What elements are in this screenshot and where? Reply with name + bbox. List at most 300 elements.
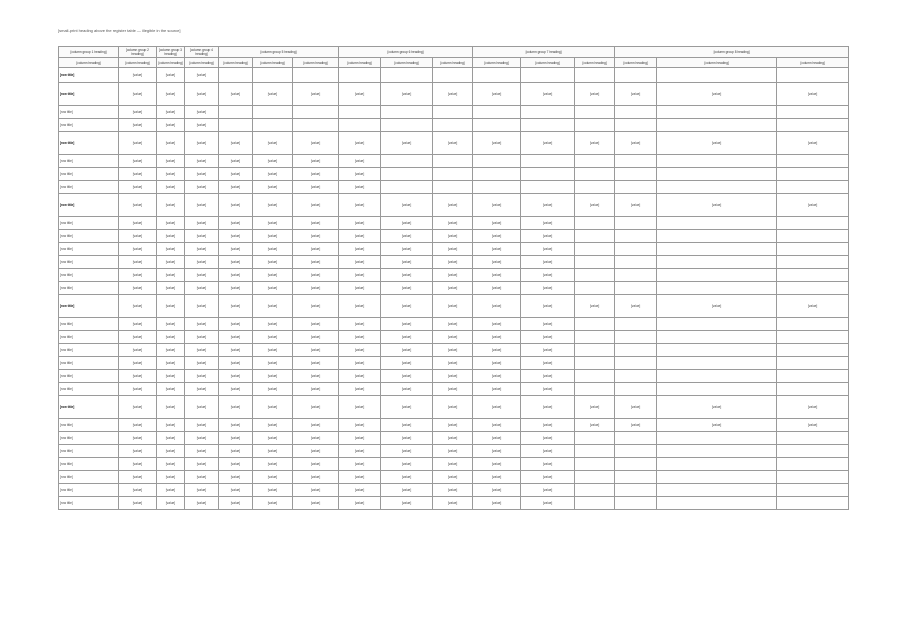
- table-cell: [value]: [339, 168, 381, 181]
- table-cell: [value]: [185, 331, 219, 344]
- table-row: [59, 230, 849, 243]
- table-cell: [value]: [615, 83, 657, 106]
- table-cell: [value]: [253, 83, 293, 106]
- table-cell: [value]: [339, 181, 381, 194]
- table-cell: [value]: [219, 168, 253, 181]
- table-cell: [value]: [339, 471, 381, 484]
- empty-cell: [615, 168, 657, 181]
- empty-cell: [575, 269, 615, 282]
- empty-cell: [777, 106, 849, 119]
- empty-cell: [339, 68, 381, 83]
- empty-cell: [381, 181, 433, 194]
- table-cell: [value]: [157, 269, 185, 282]
- table-cell: [value]: [339, 458, 381, 471]
- empty-cell: [657, 68, 777, 83]
- table-cell: [value]: [339, 497, 381, 510]
- table-cell: [value]: [433, 471, 473, 484]
- table-cell: [value]: [119, 445, 157, 458]
- row-title-cell: [row title]: [59, 471, 119, 484]
- column-heading: [column heading]: [473, 58, 521, 68]
- table-cell: [value]: [521, 370, 575, 383]
- table-cell: [value]: [473, 295, 521, 318]
- table-cell: [value]: [293, 282, 339, 295]
- empty-cell: [575, 168, 615, 181]
- empty-cell: [615, 269, 657, 282]
- empty-cell: [381, 155, 433, 168]
- empty-cell: [615, 357, 657, 370]
- table-cell: [value]: [339, 318, 381, 331]
- empty-cell: [777, 458, 849, 471]
- table-cell: [value]: [381, 484, 433, 497]
- table-cell: [value]: [119, 331, 157, 344]
- table-row: [59, 370, 849, 383]
- column-heading: [column heading]: [293, 58, 339, 68]
- column-heading: [column heading]: [157, 58, 185, 68]
- table-cell: [value]: [339, 132, 381, 155]
- table-row: [59, 269, 849, 282]
- table-cell: [value]: [473, 269, 521, 282]
- empty-cell: [777, 243, 849, 256]
- table-cell: [value]: [777, 132, 849, 155]
- row-title-cell: [row title]: [59, 497, 119, 510]
- table-cell: [value]: [657, 194, 777, 217]
- table-cell: [value]: [381, 230, 433, 243]
- table-cell: [value]: [521, 471, 575, 484]
- table-cell: [value]: [433, 432, 473, 445]
- empty-cell: [381, 119, 433, 132]
- table-cell: [value]: [219, 484, 253, 497]
- row-title-cell: [row title]: [59, 155, 119, 168]
- empty-cell: [433, 168, 473, 181]
- table-cell: [value]: [219, 370, 253, 383]
- table-cell: [value]: [521, 83, 575, 106]
- table-cell: [value]: [119, 432, 157, 445]
- row-title-cell: [row title]: [59, 269, 119, 282]
- table-cell: [value]: [615, 132, 657, 155]
- table-cell: [value]: [253, 243, 293, 256]
- table-cell: [value]: [253, 471, 293, 484]
- table-cell: [value]: [157, 83, 185, 106]
- table-cell: [value]: [293, 269, 339, 282]
- table-cell: [value]: [157, 217, 185, 230]
- table-cell: [value]: [473, 497, 521, 510]
- column-heading: [column heading]: [253, 58, 293, 68]
- row-title-cell: [row title]: [59, 396, 119, 419]
- empty-cell: [521, 119, 575, 132]
- table-cell: [value]: [473, 217, 521, 230]
- column-heading: [column heading]: [119, 58, 157, 68]
- table-cell: [value]: [521, 318, 575, 331]
- table-cell: [value]: [339, 344, 381, 357]
- table-cell: [value]: [339, 396, 381, 419]
- empty-cell: [615, 484, 657, 497]
- table-cell: [value]: [157, 458, 185, 471]
- table-cell: [value]: [777, 295, 849, 318]
- table-cell: [value]: [381, 370, 433, 383]
- empty-cell: [575, 155, 615, 168]
- table-cell: [value]: [293, 243, 339, 256]
- table-cell: [value]: [219, 357, 253, 370]
- table-cell: [value]: [615, 396, 657, 419]
- table-row: [59, 497, 849, 510]
- table-cell: [value]: [433, 344, 473, 357]
- table-cell: [value]: [339, 419, 381, 432]
- empty-cell: [575, 471, 615, 484]
- empty-cell: [615, 331, 657, 344]
- table-cell: [value]: [157, 68, 185, 83]
- table-cell: [value]: [575, 132, 615, 155]
- empty-cell: [777, 432, 849, 445]
- empty-cell: [777, 357, 849, 370]
- table-cell: [value]: [185, 256, 219, 269]
- table-cell: [value]: [473, 484, 521, 497]
- column-group-heading: [column group 8 heading]: [615, 47, 849, 58]
- empty-cell: [777, 155, 849, 168]
- table-cell: [value]: [253, 217, 293, 230]
- table-cell: [value]: [157, 370, 185, 383]
- table-cell: [value]: [157, 106, 185, 119]
- row-title-cell: [row title]: [59, 357, 119, 370]
- row-title-cell: [row title]: [59, 168, 119, 181]
- table-cell: [value]: [521, 344, 575, 357]
- empty-cell: [219, 119, 253, 132]
- table-cell: [value]: [219, 383, 253, 396]
- table-cell: [value]: [293, 194, 339, 217]
- table-cell: [value]: [185, 295, 219, 318]
- empty-cell: [657, 432, 777, 445]
- table-cell: [value]: [293, 383, 339, 396]
- table-cell: [value]: [381, 432, 433, 445]
- table-cell: [value]: [339, 370, 381, 383]
- empty-cell: [777, 445, 849, 458]
- empty-cell: [657, 168, 777, 181]
- table-cell: [value]: [119, 155, 157, 168]
- column-group-heading: [column group 6 heading]: [339, 47, 473, 58]
- table-cell: [value]: [185, 68, 219, 83]
- empty-cell: [253, 106, 293, 119]
- table-header-sub: [59, 58, 849, 68]
- empty-cell: [575, 344, 615, 357]
- table-cell: [value]: [157, 445, 185, 458]
- table-cell: [value]: [185, 318, 219, 331]
- table-cell: [value]: [119, 106, 157, 119]
- table-cell: [value]: [157, 396, 185, 419]
- table-cell: [value]: [433, 497, 473, 510]
- table-cell: [value]: [185, 471, 219, 484]
- empty-cell: [777, 370, 849, 383]
- empty-cell: [615, 155, 657, 168]
- table-cell: [value]: [219, 217, 253, 230]
- table-cell: [value]: [777, 396, 849, 419]
- table-cell: [value]: [119, 318, 157, 331]
- empty-cell: [339, 119, 381, 132]
- table-cell: [value]: [381, 243, 433, 256]
- column-group-heading: [column group 7 heading]: [473, 47, 615, 58]
- empty-cell: [777, 68, 849, 83]
- table-cell: [value]: [381, 396, 433, 419]
- table-cell: [value]: [185, 230, 219, 243]
- table-cell: [value]: [381, 295, 433, 318]
- table-cell: [value]: [253, 168, 293, 181]
- empty-cell: [615, 458, 657, 471]
- table-cell: [value]: [185, 269, 219, 282]
- table-row: [59, 458, 849, 471]
- empty-cell: [219, 106, 253, 119]
- empty-cell: [657, 181, 777, 194]
- row-title-cell: [row title]: [59, 370, 119, 383]
- table-cell: [value]: [473, 318, 521, 331]
- table-cell: [value]: [157, 344, 185, 357]
- empty-cell: [293, 68, 339, 83]
- table-cell: [value]: [473, 445, 521, 458]
- table-cell: [value]: [157, 419, 185, 432]
- table-cell: [value]: [119, 497, 157, 510]
- table-cell: [value]: [657, 419, 777, 432]
- table-cell: [value]: [253, 295, 293, 318]
- row-title-cell: [row title]: [59, 132, 119, 155]
- table-row: [59, 83, 849, 106]
- table-cell: [value]: [777, 419, 849, 432]
- row-title-cell: [row title]: [59, 256, 119, 269]
- empty-cell: [575, 217, 615, 230]
- column-group-heading: [column group 4 heading]: [185, 47, 219, 58]
- table-cell: [value]: [381, 217, 433, 230]
- table-row: [59, 194, 849, 217]
- empty-cell: [521, 168, 575, 181]
- table-cell: [value]: [219, 132, 253, 155]
- empty-cell: [575, 383, 615, 396]
- table-cell: [value]: [521, 132, 575, 155]
- empty-cell: [657, 497, 777, 510]
- column-heading: [column heading]: [381, 58, 433, 68]
- table-cell: [value]: [293, 471, 339, 484]
- empty-cell: [657, 269, 777, 282]
- empty-cell: [473, 155, 521, 168]
- row-title-cell: [row title]: [59, 432, 119, 445]
- table-row: [59, 432, 849, 445]
- table-cell: [value]: [119, 83, 157, 106]
- empty-cell: [575, 119, 615, 132]
- table-row: [59, 282, 849, 295]
- table-cell: [value]: [157, 295, 185, 318]
- table-cell: [value]: [157, 119, 185, 132]
- empty-cell: [657, 331, 777, 344]
- table-cell: [value]: [119, 217, 157, 230]
- empty-cell: [433, 155, 473, 168]
- table-cell: [value]: [253, 432, 293, 445]
- table-cell: [value]: [521, 282, 575, 295]
- table-cell: [value]: [433, 383, 473, 396]
- table-cell: [value]: [381, 194, 433, 217]
- table-cell: [value]: [185, 243, 219, 256]
- table-row: [59, 106, 849, 119]
- table-cell: [value]: [293, 445, 339, 458]
- table-row: [59, 344, 849, 357]
- empty-cell: [473, 106, 521, 119]
- table-row: [59, 484, 849, 497]
- empty-cell: [777, 269, 849, 282]
- table-cell: [value]: [293, 318, 339, 331]
- empty-cell: [777, 497, 849, 510]
- table-row: [59, 155, 849, 168]
- table-cell: [value]: [219, 230, 253, 243]
- empty-cell: [575, 282, 615, 295]
- table-cell: [value]: [433, 256, 473, 269]
- table-cell: [value]: [119, 383, 157, 396]
- empty-cell: [657, 471, 777, 484]
- empty-cell: [615, 68, 657, 83]
- empty-cell: [777, 217, 849, 230]
- row-title-cell: [row title]: [59, 318, 119, 331]
- row-title-cell: [row title]: [59, 243, 119, 256]
- table-cell: [value]: [473, 194, 521, 217]
- row-title-cell: [row title]: [59, 419, 119, 432]
- empty-cell: [615, 106, 657, 119]
- table-cell: [value]: [185, 357, 219, 370]
- empty-cell: [219, 68, 253, 83]
- empty-cell: [433, 181, 473, 194]
- empty-cell: [615, 119, 657, 132]
- table-cell: [value]: [157, 357, 185, 370]
- table-cell: [value]: [185, 419, 219, 432]
- register-table: [58, 46, 849, 510]
- empty-cell: [575, 243, 615, 256]
- table-cell: [value]: [157, 318, 185, 331]
- table-cell: [value]: [219, 181, 253, 194]
- empty-cell: [657, 282, 777, 295]
- row-title-cell: [row title]: [59, 458, 119, 471]
- table-cell: [value]: [185, 484, 219, 497]
- table-cell: [value]: [253, 318, 293, 331]
- table-cell: [value]: [433, 445, 473, 458]
- table-cell: [value]: [253, 445, 293, 458]
- table-cell: [value]: [119, 419, 157, 432]
- table-cell: [value]: [253, 344, 293, 357]
- table-cell: [value]: [293, 370, 339, 383]
- table-cell: [value]: [381, 471, 433, 484]
- table-cell: [value]: [433, 83, 473, 106]
- empty-cell: [473, 119, 521, 132]
- table-body: [59, 68, 849, 510]
- table-cell: [value]: [157, 256, 185, 269]
- table-cell: [value]: [185, 458, 219, 471]
- table-cell: [value]: [185, 194, 219, 217]
- table-cell: [value]: [381, 256, 433, 269]
- table-cell: [value]: [185, 119, 219, 132]
- table-cell: [value]: [293, 458, 339, 471]
- empty-cell: [339, 106, 381, 119]
- column-heading: [column heading]: [777, 58, 849, 68]
- row-title-cell: [row title]: [59, 230, 119, 243]
- empty-cell: [293, 119, 339, 132]
- table-cell: [value]: [157, 168, 185, 181]
- row-title-cell: [row title]: [59, 119, 119, 132]
- empty-cell: [615, 230, 657, 243]
- table-cell: [value]: [119, 168, 157, 181]
- empty-cell: [657, 318, 777, 331]
- row-title-cell: [row title]: [59, 344, 119, 357]
- table-cell: [value]: [521, 458, 575, 471]
- table-cell: [value]: [521, 256, 575, 269]
- table-cell: [value]: [219, 295, 253, 318]
- empty-cell: [575, 370, 615, 383]
- table-row: [59, 357, 849, 370]
- empty-cell: [657, 155, 777, 168]
- table-cell: [value]: [521, 357, 575, 370]
- table-cell: [value]: [339, 155, 381, 168]
- table-cell: [value]: [293, 357, 339, 370]
- table-cell: [value]: [119, 471, 157, 484]
- table-cell: [value]: [157, 432, 185, 445]
- table-cell: [value]: [433, 295, 473, 318]
- table-cell: [value]: [339, 269, 381, 282]
- empty-cell: [615, 471, 657, 484]
- table-cell: [value]: [219, 471, 253, 484]
- table-cell: [value]: [521, 295, 575, 318]
- table-cell: [value]: [339, 432, 381, 445]
- column-heading: [column heading]: [59, 58, 119, 68]
- table-cell: [value]: [339, 357, 381, 370]
- column-group-heading: [column group 2 heading]: [119, 47, 157, 58]
- table-cell: [value]: [381, 318, 433, 331]
- table-cell: [value]: [293, 256, 339, 269]
- table-cell: [value]: [381, 419, 433, 432]
- table-cell: [value]: [185, 344, 219, 357]
- empty-cell: [777, 230, 849, 243]
- empty-cell: [293, 106, 339, 119]
- table-cell: [value]: [119, 357, 157, 370]
- empty-cell: [615, 217, 657, 230]
- table-cell: [value]: [119, 458, 157, 471]
- table-cell: [value]: [521, 331, 575, 344]
- empty-cell: [473, 181, 521, 194]
- table-cell: [value]: [119, 269, 157, 282]
- empty-cell: [575, 357, 615, 370]
- empty-cell: [657, 445, 777, 458]
- table-cell: [value]: [119, 396, 157, 419]
- table-cell: [value]: [219, 256, 253, 269]
- table-cell: [value]: [185, 383, 219, 396]
- table-cell: [value]: [253, 370, 293, 383]
- table-cell: [value]: [293, 132, 339, 155]
- table-cell: [value]: [521, 243, 575, 256]
- table-cell: [value]: [473, 370, 521, 383]
- table-cell: [value]: [433, 318, 473, 331]
- empty-cell: [575, 458, 615, 471]
- empty-cell: [433, 68, 473, 83]
- table-cell: [value]: [433, 419, 473, 432]
- empty-cell: [777, 318, 849, 331]
- table-row: [59, 68, 849, 83]
- table-cell: [value]: [339, 83, 381, 106]
- empty-cell: [615, 243, 657, 256]
- table-cell: [value]: [339, 331, 381, 344]
- column-group-heading: [column group 3 heading]: [157, 47, 185, 58]
- table-cell: [value]: [219, 243, 253, 256]
- empty-cell: [575, 445, 615, 458]
- row-title-cell: [row title]: [59, 282, 119, 295]
- empty-cell: [615, 318, 657, 331]
- empty-cell: [433, 119, 473, 132]
- empty-cell: [657, 484, 777, 497]
- table-cell: [value]: [185, 445, 219, 458]
- empty-cell: [657, 344, 777, 357]
- table-cell: [value]: [119, 68, 157, 83]
- table-cell: [value]: [521, 217, 575, 230]
- row-title-cell: [row title]: [59, 484, 119, 497]
- table-cell: [value]: [253, 194, 293, 217]
- table-cell: [value]: [381, 445, 433, 458]
